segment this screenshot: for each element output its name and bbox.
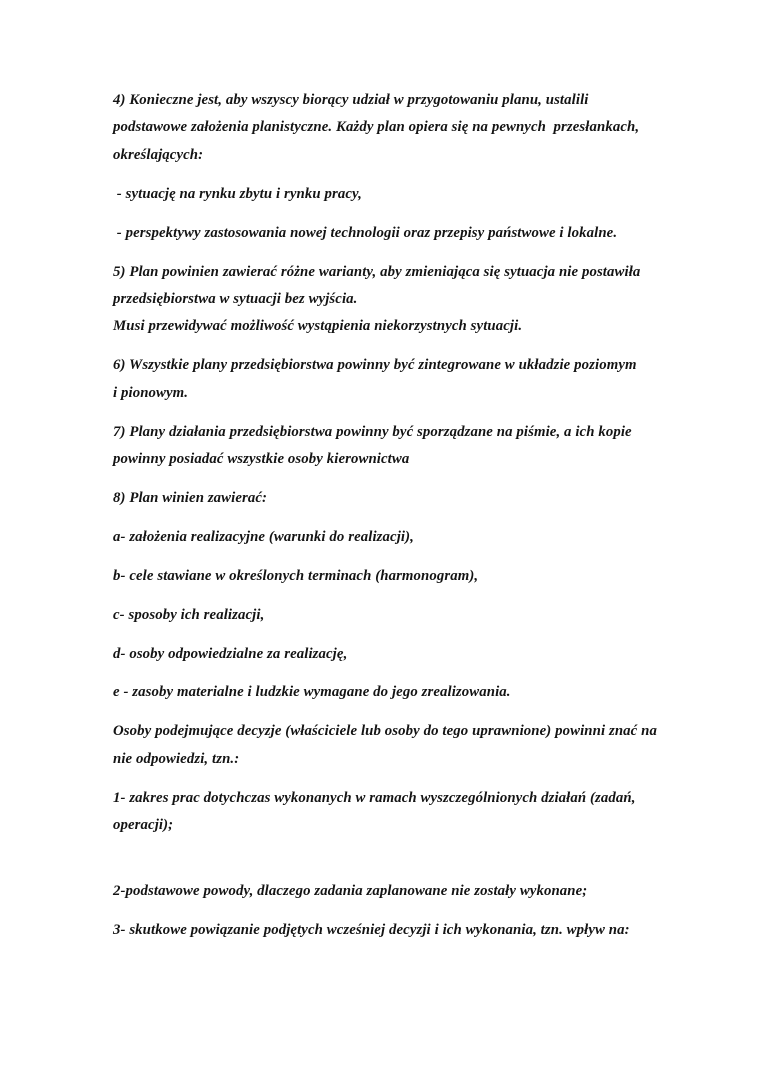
paragraph-item-8b: [113, 563, 670, 590]
paragraph-bullet-technology: [113, 220, 670, 247]
paragraph-item-8c: [113, 602, 670, 629]
text-line: 4) Konieczne jest, aby wszyscy biorący udział w przygotowaniu planu, ustalili: [113, 92, 589, 108]
paragraph-item-8a: [113, 524, 670, 551]
paragraph-point-1: [113, 785, 670, 840]
paragraph-item-4: [113, 87, 670, 169]
text-line: Osoby podejmujące decyzje (właściciele lub osoby do tego uprawnione) powinni znać na: [113, 723, 657, 740]
paragraph-bullet-market: [113, 181, 670, 208]
text-line: i pionowym.: [113, 384, 189, 401]
text-line: powinny posiadać wszystkie osoby kierownictwa: [113, 450, 410, 467]
paragraph-item-8e: [113, 679, 670, 706]
paragraph-point-3: [113, 917, 670, 944]
paragraph-item-8d: [113, 641, 670, 668]
paragraph-point-2: [113, 878, 670, 905]
text-line: 1- zakres prac dotychczas wykonanych w ramach wyszczególnionych działań (zadań,: [113, 789, 636, 806]
text-line: 8) Plan winien zawierać:: [113, 489, 268, 506]
paragraph-item-6: [113, 352, 670, 407]
text-line: 2-podstawowe powody, dlaczego zadania zaplanowane nie zostały wykonane;: [113, 883, 588, 900]
paragraph-item-8: [113, 485, 670, 512]
text-line: c- sposoby ich realizacji,: [113, 606, 265, 623]
text-line: nie odpowiedzi, tzn.:: [113, 750, 240, 767]
paragraph-item-7: [113, 419, 670, 474]
text-line: określających:: [113, 146, 204, 163]
text-line: 3- skutkowe powiązanie podjętych wcześniej decyzji i ich wykonania, tzn. wpływ na:: [113, 922, 630, 939]
text-line: b- cele stawiane w określonych terminach (harmonogram),: [113, 567, 479, 584]
paragraph-decision-makers: [113, 718, 670, 773]
text-line: 5) Plan powinien zawierać różne warianty, aby zmieniająca się sytuacja nie postawiła: [113, 263, 641, 280]
text-line: a- założenia realizacyjne (warunki do realizacji),: [113, 528, 414, 545]
text-line: podstawowe założenia planistyczne. Każdy plan opiera się na pewnych przesłankach,: [113, 119, 640, 136]
text-line: - sytuację na rynku zbytu i rynku pracy,: [113, 185, 362, 202]
text-line: 7) Plany działania przedsiębiorstwa powinny być sporządzane na piśmie, a ich kopie: [113, 423, 632, 440]
paragraph-item-5: [113, 259, 670, 341]
text-line: przedsiębiorstwa w sytuacji bez wyjścia.: [113, 290, 358, 307]
text-line: Musi przewidywać możliwość wystąpienia niekorzystnych sytuacji.: [113, 318, 523, 335]
text-line: - perspektywy zastosowania nowej technologii oraz przepisy państwowe i lokalne.: [113, 224, 618, 241]
text-line: e - zasoby materialne i ludzkie wymagane do jego zrealizowania.: [113, 684, 511, 701]
text-line: operacji);: [113, 817, 174, 834]
text-line: 6) Wszystkie plany przedsiębiorstwa powinny być zintegrowane w układzie poziomym: [113, 357, 637, 374]
text-line: d- osoby odpowiedzialne za realizację,: [113, 645, 348, 662]
